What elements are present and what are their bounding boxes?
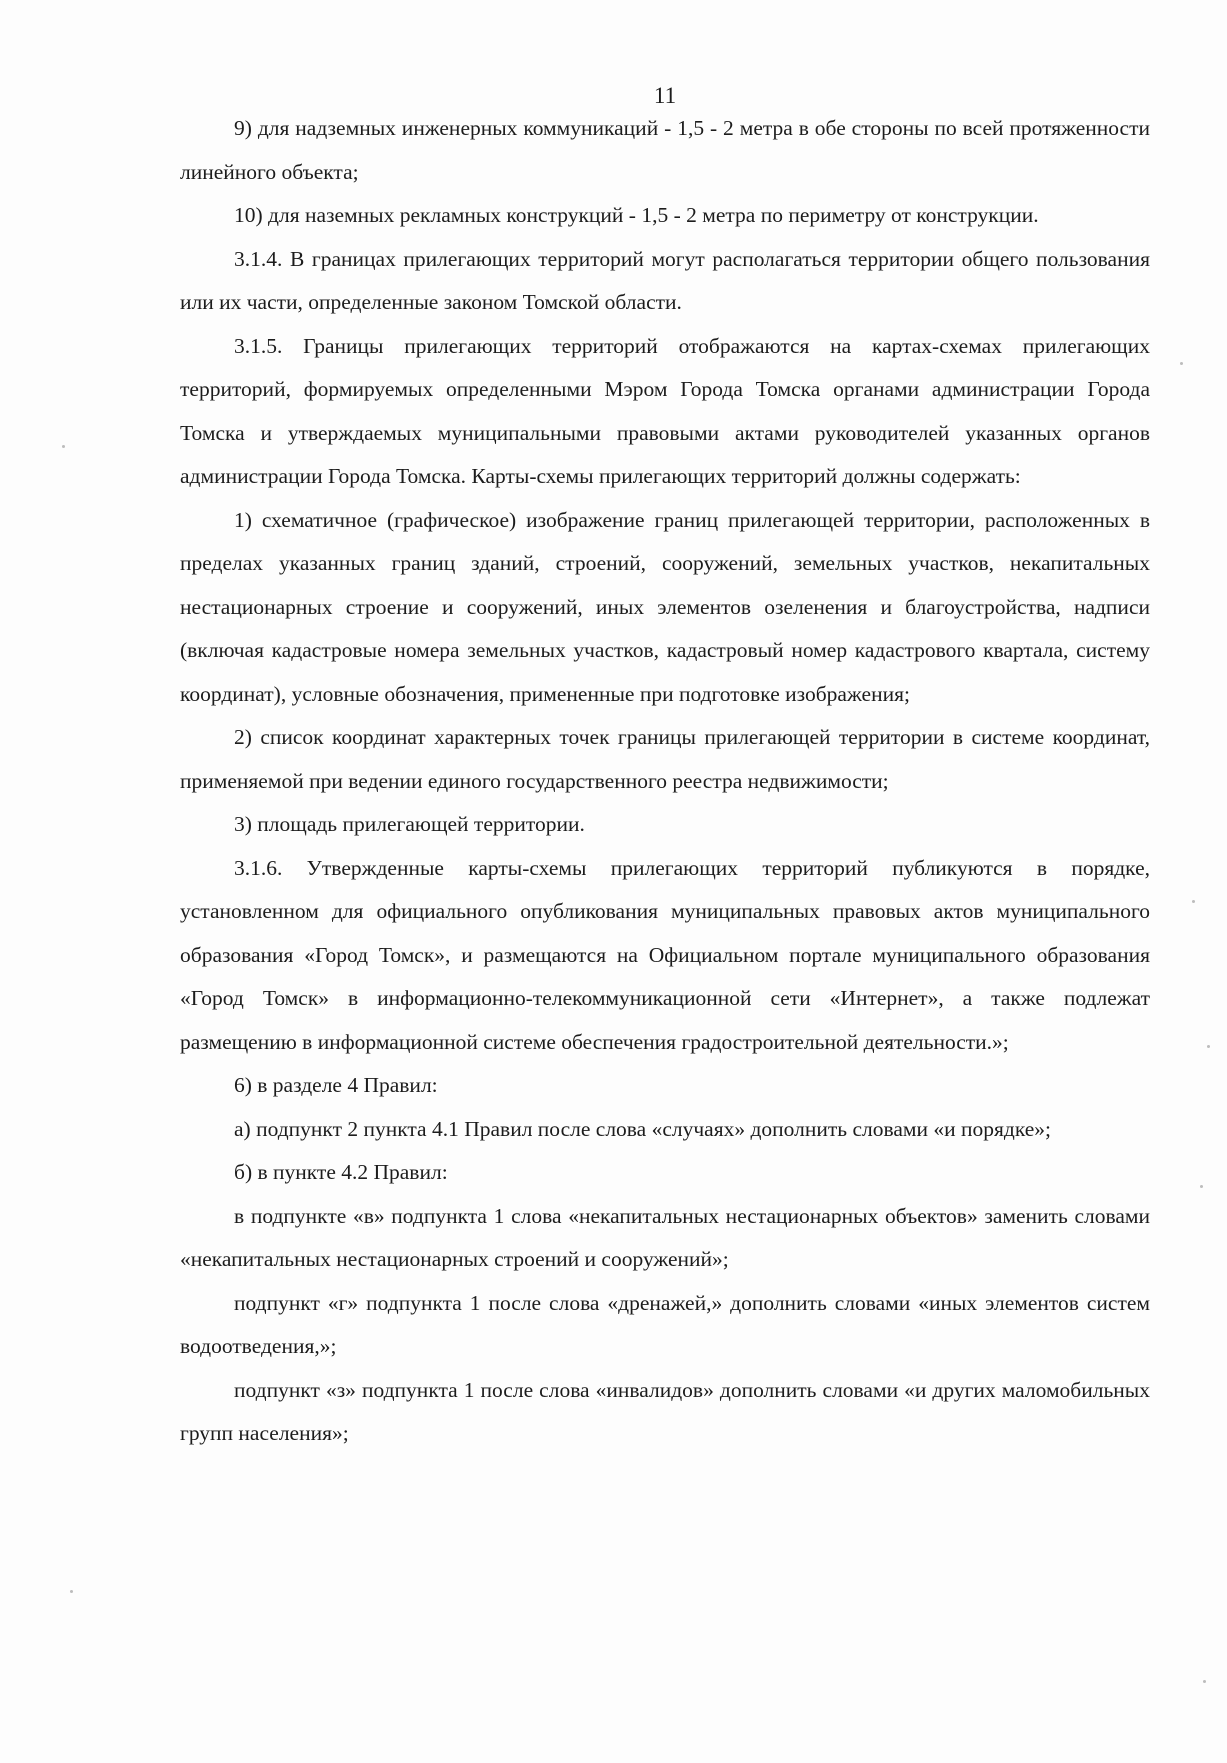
- scan-speck: [70, 1590, 73, 1593]
- page-number: 11: [653, 83, 677, 108]
- scan-speck: [62, 445, 65, 448]
- paragraph-3-1-6: 3.1.6. Утвержденные карты-схемы прилегающих территорий публикуются в порядке, установленном для официального опубликования муниципальных правовых актов муниципального образования «Город Томск», и размещаются на Официальном портале муниципального образования «Город Томск» в информационно-телекоммуникационной сети «Интернет», а также подлежат размещению в информационной системе обеспечения градостроительной деятельности.»;: [180, 855, 1150, 1054]
- paragraph-4-2-header: б) в пункте 4.2 Правил:: [234, 1160, 448, 1184]
- paragraph-3-1-5: 3.1.5. Границы прилегающих территорий отображаются на картах-схемах прилегающих территорий, формируемых определенными Мэром Города Томска органами администрации Города Томска и утверждаемых муниципальными правовыми актами руководителей указанных органов администрации Города Томска. Карты-схемы прилегающих территорий должны содержать:: [180, 333, 1150, 488]
- scan-speck: [1203, 1680, 1206, 1683]
- paragraph-9-ground-utilities: 9) для надземных инженерных коммуникаций - 1,5 - 2 метра в обе стороны по всей протяженности линейного объекта;: [180, 116, 1150, 184]
- paragraph-4-1-amendment: а) подпункт 2 пункта 4.1 Правил после слова «случаях» дополнить словами «и порядке»;: [234, 1116, 1052, 1141]
- paragraph-4-2-sub-z: подпункт «з» подпункта 1 после слова «инвалидов» дополнить словами «и других маломобильных групп населения»;: [180, 1377, 1150, 1445]
- paragraph-schema-item-1: 1) схематичное (графическое) изображение границ прилегающей территории, расположенных в пределах указанных границ зданий, строений, сооружений, земельных участков, некапитальных нестационарных строение и сооружений, иных элементов озеленения и благоустройства, надписи (включая кадастровые номера земельных участков, кадастровый номер кадастрового квартала, систему координат), условные обозначения, примененные при подготовке изображения;: [180, 507, 1150, 706]
- scan-speck: [1180, 362, 1183, 365]
- scan-speck: [1192, 900, 1195, 903]
- scan-speck: [1207, 1045, 1210, 1048]
- paragraph-section-4: 6) в разделе 4 Правил:: [234, 1073, 438, 1097]
- paragraph-3-1-4: 3.1.4. В границах прилегающих территорий могут располагаться территории общего пользования или их части, определенные законом Томской области.: [180, 246, 1150, 314]
- paragraph-schema-item-2: 2) список координат характерных точек границы прилегающей территории в системе координат, применяемой при ведении единого государственного реестра недвижимости;: [180, 725, 1150, 793]
- scan-speck: [1200, 1185, 1203, 1188]
- document-body: [180, 107, 1150, 1456]
- paragraph-schema-item-3: 3) площадь прилегающей территории.: [234, 812, 585, 836]
- paragraph-10-advertising: 10) для наземных рекламных конструкций - 1,5 - 2 метра по периметру от конструкции.: [234, 203, 1039, 227]
- paragraph-4-2-sub-g: подпункт «г» подпункта 1 после слова «дренажей,» дополнить словами «иных элементов систем водоотведения,»;: [180, 1290, 1150, 1358]
- paragraph-4-2-sub-v: в подпункте «в» подпункта 1 слова «некапитальных нестационарных объектов» заменить словами «некапитальных нестационарных строений и сооружений»;: [180, 1203, 1150, 1271]
